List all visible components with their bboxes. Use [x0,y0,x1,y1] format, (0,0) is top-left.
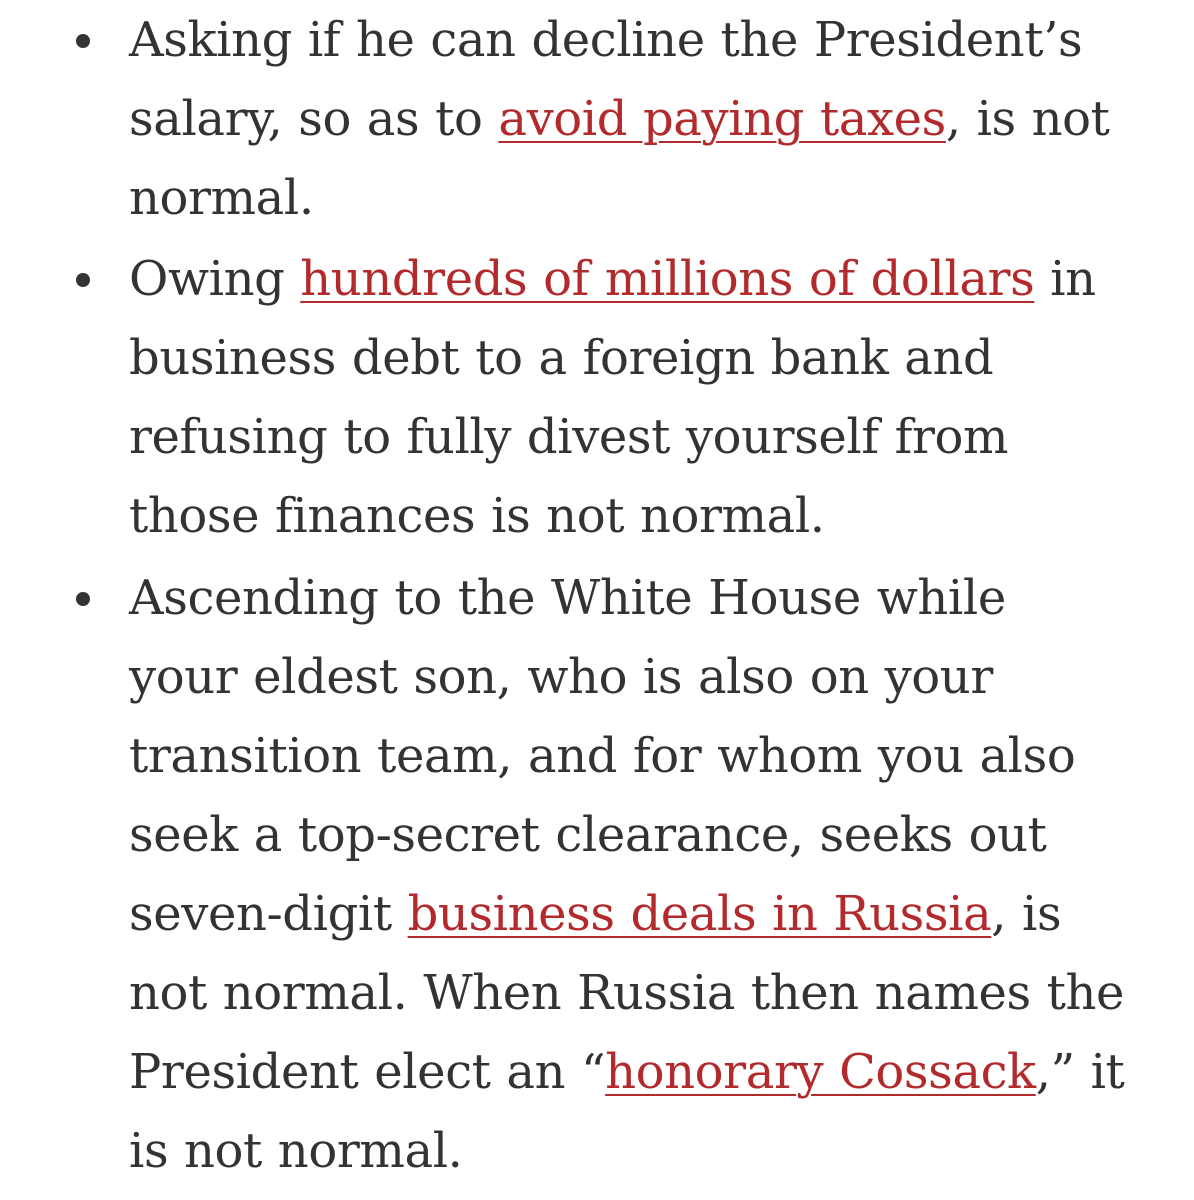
text-segment: your eldest son, who is also on your [129,649,993,705]
text-line [129,954,1169,1033]
list-item [129,559,1169,1191]
text-line [129,638,1169,717]
text-line [129,398,1169,477]
link-honorary-cossack[interactable]: honorary Cossack [605,1044,1036,1100]
text-line [129,1033,1169,1112]
text-segment: President elect an “ [129,1044,606,1100]
text-segment: those finances is not normal. [129,488,825,544]
text-line [129,477,1169,556]
text-line [129,240,1169,319]
bullet-icon [76,273,90,287]
text-segment: , is not [945,91,1110,147]
text-segment: seven-digit [129,886,408,942]
list-item [129,1,1169,238]
text-segment: Owing [129,251,301,307]
link-hundreds-of-millions[interactable]: hundreds of millions of dollars [300,251,1035,307]
text-line [129,159,1169,238]
text-segment: , is [991,886,1062,942]
text-segment: refusing to fully divest yourself from [129,409,1009,465]
link-business-deals-in-russia[interactable]: business deals in Russia [407,886,992,942]
text-line [129,559,1169,638]
text-segment: seek a top-secret clearance, seeks out [129,807,1047,863]
text-segment: business debt to a foreign bank and [129,330,994,386]
text-segment: in [1034,251,1096,307]
text-segment: not normal. When Russia then names the [129,965,1125,1021]
bullet-icon [76,592,90,606]
text-segment: transition team, and for whom you also [129,728,1076,784]
text-segment: salary, so as to [129,91,499,147]
text-segment: is not normal. [129,1123,463,1179]
text-line [129,796,1169,875]
text-segment: Ascending to the White House while [129,570,1006,626]
text-segment: ,” it [1035,1044,1125,1100]
text-line [129,1,1169,80]
text-line [129,80,1169,159]
text-line [129,319,1169,398]
text-segment: normal. [129,170,314,226]
text-line [129,1112,1169,1191]
link-avoid-paying-taxes[interactable]: avoid paying taxes [498,91,946,147]
text-line [129,875,1169,954]
text-segment: Asking if he can decline the President’s [129,12,1083,68]
text-line [129,717,1169,796]
list-item [129,240,1169,556]
bullet-icon [76,34,90,48]
